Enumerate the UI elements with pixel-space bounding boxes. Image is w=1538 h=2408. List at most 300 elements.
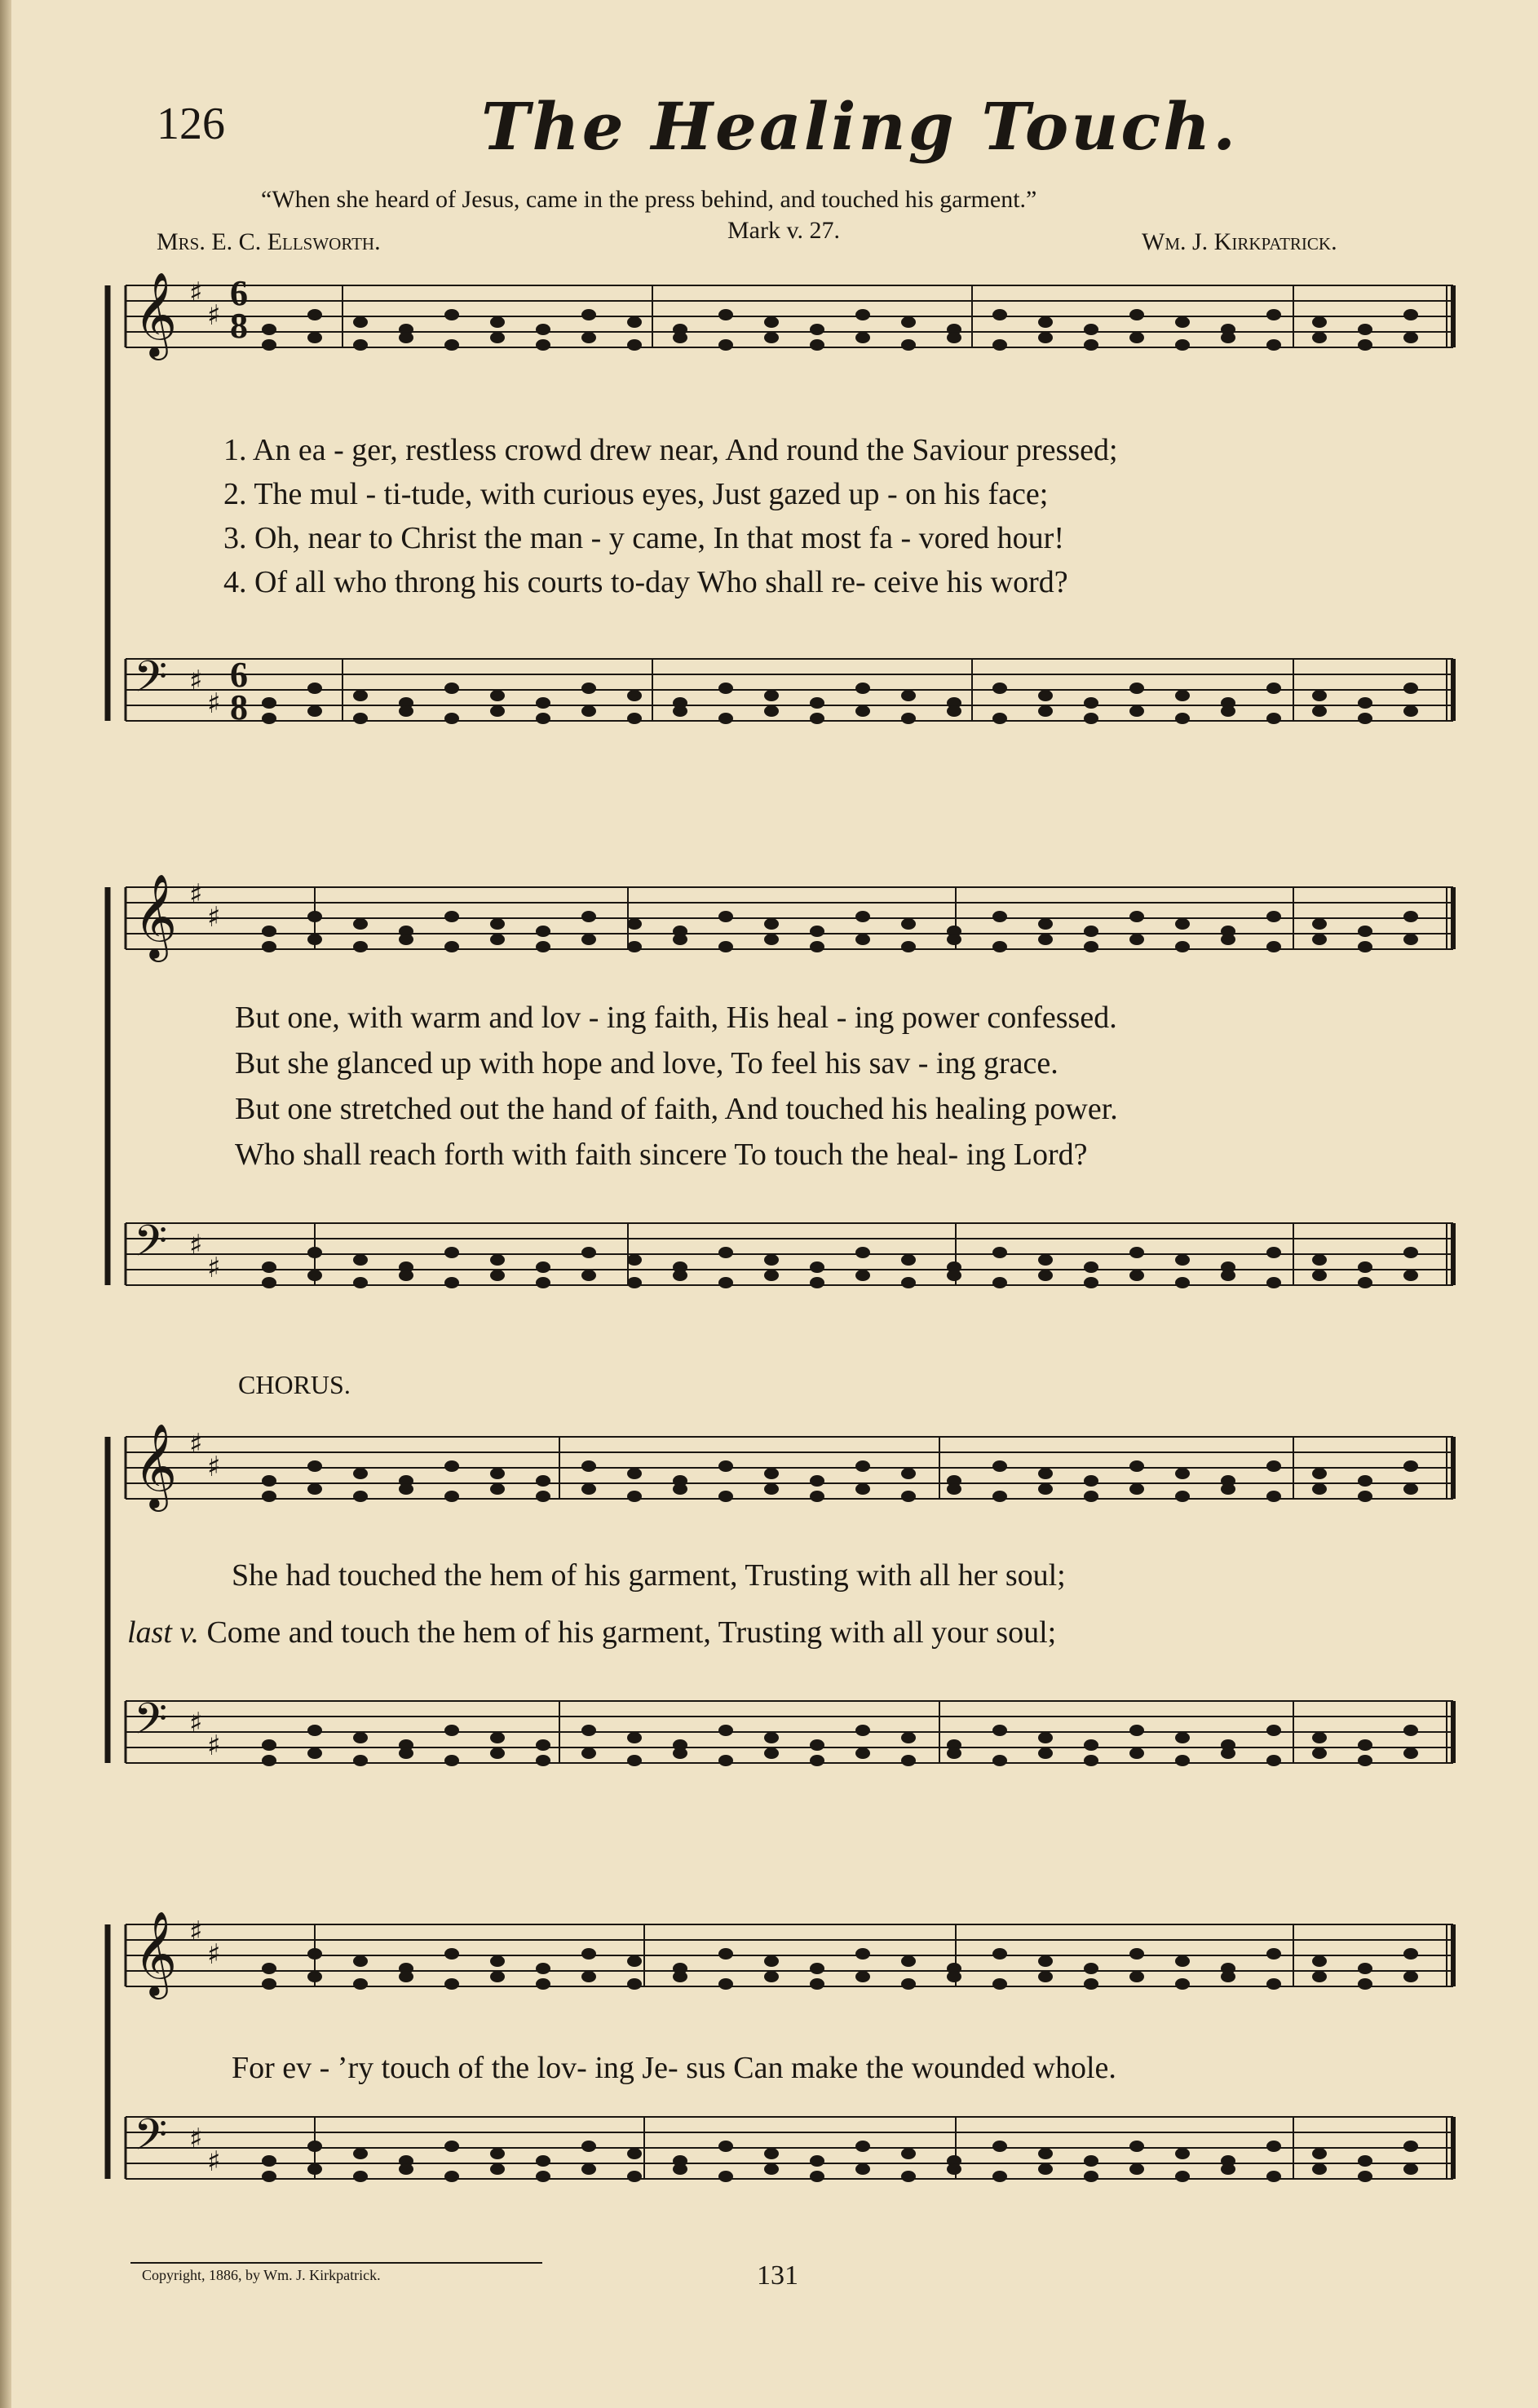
notehead [444, 339, 459, 351]
notehead [262, 1755, 276, 1766]
notehead [1266, 2141, 1281, 2152]
notehead [673, 1483, 687, 1495]
notehead [262, 339, 276, 351]
notehead [1403, 911, 1418, 922]
notehead [901, 1491, 916, 1502]
sharp-icon: ♯ [189, 1428, 203, 1460]
notehead [627, 1955, 642, 1967]
notehead [1038, 1971, 1053, 1982]
notehead [581, 934, 596, 945]
notehead [673, 705, 687, 717]
notehead [307, 2163, 322, 2175]
sharp-icon: ♯ [189, 878, 203, 911]
notehead [718, 713, 733, 724]
notehead [490, 1971, 505, 1982]
notehead [1084, 1978, 1098, 1990]
notehead [536, 1978, 550, 1990]
notehead [581, 1483, 596, 1495]
notehead [536, 1755, 550, 1766]
notehead [1221, 1747, 1235, 1759]
notehead [1266, 2171, 1281, 2182]
notehead [1266, 1725, 1281, 1736]
notehead [262, 2155, 276, 2167]
notehead [490, 1955, 505, 1967]
page-number: 126 [157, 99, 225, 149]
verse-4-line-2: Who shall reach forth with faith sincere To touch the heal- ing Lord? [235, 1138, 1088, 1172]
treble-clef-icon: 𝄞 [134, 272, 178, 357]
chorus-label: CHORUS. [238, 1370, 351, 1399]
notehead [307, 1747, 322, 1759]
notehead [1175, 1277, 1190, 1288]
notehead [1312, 2163, 1327, 2175]
notehead [490, 1747, 505, 1759]
notehead [855, 2141, 870, 2152]
notehead [353, 1277, 368, 1288]
notehead [307, 1460, 322, 1472]
notehead [855, 1725, 870, 1736]
notehead [901, 2148, 916, 2159]
notehead [444, 1460, 459, 1472]
time-signature-bottom: 8 [230, 306, 248, 346]
notehead [718, 2171, 733, 2182]
treble-clef-icon: 𝄞 [134, 1911, 178, 1996]
notehead [307, 705, 322, 717]
notehead [947, 1971, 961, 1982]
notehead [1175, 316, 1190, 328]
treble-clef-icon: 𝄞 [134, 873, 178, 959]
notehead [1403, 1725, 1418, 1736]
notehead [1358, 1963, 1372, 1974]
notehead [1038, 1270, 1053, 1281]
notehead [262, 941, 276, 952]
notehead [1084, 941, 1098, 952]
notehead [627, 1277, 642, 1288]
notehead [764, 1747, 779, 1759]
notehead [581, 1971, 596, 1982]
notehead [1266, 1247, 1281, 1258]
notehead [947, 2163, 961, 2175]
notehead [536, 1739, 550, 1751]
notehead [764, 1468, 779, 1479]
chorus-line-3: For ev - ’ry touch of the lov- ing Je- sus Can make the wounded whole. [232, 2051, 1116, 2085]
notehead [901, 941, 916, 952]
notehead [810, 1739, 824, 1751]
notehead [810, 2155, 824, 2167]
sharp-icon: ♯ [207, 1730, 221, 1762]
sharp-icon: ♯ [207, 299, 221, 332]
notehead [353, 690, 368, 701]
notehead [307, 1247, 322, 1258]
author-credit: Mrs. E. C. Ellsworth. [157, 228, 381, 255]
sharp-icon: ♯ [207, 1252, 221, 1284]
notehead [1403, 1460, 1418, 1472]
footer-page-number: 131 [757, 2260, 798, 2291]
notehead [1175, 1732, 1190, 1743]
notehead [1403, 683, 1418, 694]
notehead [810, 1261, 824, 1273]
notehead [1175, 918, 1190, 930]
notehead [581, 2163, 596, 2175]
copyright-notice: Copyright, 1886, by Wm. J. Kirkpatrick. [142, 2267, 381, 2283]
notehead [1175, 1755, 1190, 1766]
notehead [1175, 941, 1190, 952]
notehead [992, 1755, 1007, 1766]
notehead [1312, 705, 1327, 717]
verse-2-line-2: But she glanced up with hope and love, To feel his sav - ing grace. [235, 1046, 1058, 1080]
notehead [307, 2141, 322, 2152]
notehead [855, 1971, 870, 1982]
notehead [1038, 1747, 1053, 1759]
notehead [1266, 1491, 1281, 1502]
notehead [1358, 1978, 1372, 1990]
notehead [262, 926, 276, 937]
notehead [1175, 1978, 1190, 1990]
notehead [581, 2141, 596, 2152]
verse-1-line-2: But one, with warm and lov - ing faith, His heal - ing power confessed. [235, 1001, 1117, 1035]
notehead [718, 1755, 733, 1766]
notehead [673, 2163, 687, 2175]
notehead [1084, 1491, 1098, 1502]
notehead [764, 918, 779, 930]
notehead [764, 332, 779, 343]
notehead [764, 705, 779, 717]
notehead [490, 918, 505, 930]
notehead [947, 934, 961, 945]
notehead [992, 1491, 1007, 1502]
notehead [1129, 705, 1144, 717]
notehead [1403, 1247, 1418, 1258]
notehead [1312, 1270, 1327, 1281]
notehead [1266, 911, 1281, 922]
notehead [901, 1254, 916, 1266]
notehead [992, 941, 1007, 952]
notehead [901, 1732, 916, 1743]
notehead [1266, 339, 1281, 351]
notehead [673, 1747, 687, 1759]
notehead [1312, 1468, 1327, 1479]
notehead [810, 2171, 824, 2182]
notehead [901, 1277, 916, 1288]
sharp-icon: ♯ [189, 2123, 203, 2155]
notehead [444, 1948, 459, 1960]
notehead [1175, 1254, 1190, 1266]
notehead [444, 1978, 459, 1990]
notehead [1221, 1270, 1235, 1281]
notehead [581, 683, 596, 694]
notehead [810, 1475, 824, 1487]
scripture-quote: “When she heard of Jesus, came in the press behind, and touched his garment.” [261, 186, 1037, 213]
notehead [1403, 2163, 1418, 2175]
notehead [536, 1475, 550, 1487]
hymn-title: The Healing Touch. [481, 88, 1239, 165]
notehead [536, 1261, 550, 1273]
notehead [1038, 1483, 1053, 1495]
notehead [992, 1725, 1007, 1736]
notehead [810, 941, 824, 952]
notehead [947, 1270, 961, 1281]
notehead [536, 339, 550, 351]
notehead [627, 2148, 642, 2159]
sharp-icon: ♯ [189, 1229, 203, 1261]
notehead [536, 941, 550, 952]
notehead [581, 911, 596, 922]
notehead [1221, 934, 1235, 945]
notehead [673, 332, 687, 343]
notehead [1129, 683, 1144, 694]
notehead [1038, 1468, 1053, 1479]
notehead [536, 1277, 550, 1288]
notehead [718, 339, 733, 351]
notehead [1175, 1955, 1190, 1967]
notehead [627, 713, 642, 724]
chorus-line-2 [127, 1615, 1056, 1650]
notehead [673, 1971, 687, 1982]
notehead [1038, 2148, 1053, 2159]
notehead [901, 1955, 916, 1967]
notehead [490, 316, 505, 328]
notehead [1038, 332, 1053, 343]
notehead [1403, 1270, 1418, 1281]
notehead [581, 1747, 596, 1759]
notehead [627, 941, 642, 952]
notehead [1175, 690, 1190, 701]
notehead [992, 2171, 1007, 2182]
notehead [490, 1270, 505, 1281]
notehead [947, 1483, 961, 1495]
notehead [444, 941, 459, 952]
notehead [1403, 1948, 1418, 1960]
notehead [1312, 690, 1327, 701]
notehead [1358, 339, 1372, 351]
notehead [1358, 697, 1372, 709]
notehead [1129, 1247, 1144, 1258]
notehead [992, 1948, 1007, 1960]
notehead [1266, 1277, 1281, 1288]
notehead [992, 309, 1007, 320]
notehead [490, 1468, 505, 1479]
notehead [673, 1270, 687, 1281]
footer-rule [130, 2262, 542, 2264]
notehead [627, 2171, 642, 2182]
notehead [581, 1725, 596, 1736]
notehead [1129, 1948, 1144, 1960]
verse-2-line-1: 2. The mul - ti-tude, with curious eyes, Just gazed up - on his face; [223, 477, 1049, 511]
notehead [1266, 1460, 1281, 1472]
notehead [901, 1468, 916, 1479]
notehead [764, 934, 779, 945]
notehead [992, 713, 1007, 724]
sharp-icon: ♯ [207, 1451, 221, 1483]
notehead [1129, 1483, 1144, 1495]
notehead [1129, 332, 1144, 343]
notehead [810, 1277, 824, 1288]
notehead [1403, 1971, 1418, 1982]
notehead [901, 1978, 916, 1990]
notehead [947, 705, 961, 717]
notehead [855, 1483, 870, 1495]
notehead [627, 918, 642, 930]
notehead [536, 324, 550, 335]
notehead [1038, 2163, 1053, 2175]
notehead [1038, 934, 1053, 945]
notehead [1221, 2163, 1235, 2175]
notehead [444, 2141, 459, 2152]
notehead [947, 332, 961, 343]
notehead [262, 713, 276, 724]
notehead [399, 1270, 413, 1281]
notehead [855, 705, 870, 717]
notehead [901, 339, 916, 351]
notehead [444, 1725, 459, 1736]
notehead [1221, 1971, 1235, 1982]
notehead [1129, 2141, 1144, 2152]
notehead [353, 1254, 368, 1266]
notehead [262, 1277, 276, 1288]
notehead [901, 713, 916, 724]
notehead [764, 2163, 779, 2175]
notehead [1129, 309, 1144, 320]
notehead [444, 1491, 459, 1502]
notehead [1358, 1475, 1372, 1487]
notehead [581, 705, 596, 717]
notehead [764, 1270, 779, 1281]
notehead [581, 1460, 596, 1472]
verse-3-line-1: 3. Oh, near to Christ the man - y came, In that most fa - vored hour! [223, 521, 1064, 555]
notehead [1403, 332, 1418, 343]
notehead [444, 1755, 459, 1766]
notehead [1358, 324, 1372, 335]
notehead [1312, 934, 1327, 945]
notehead [992, 339, 1007, 351]
notehead [262, 1475, 276, 1487]
notehead [399, 1971, 413, 1982]
notehead [353, 339, 368, 351]
notehead [855, 911, 870, 922]
notehead [810, 713, 824, 724]
notehead [1312, 1483, 1327, 1495]
notehead [307, 1971, 322, 1982]
notehead [307, 934, 322, 945]
notehead [901, 690, 916, 701]
notehead [307, 911, 322, 922]
notehead [855, 309, 870, 320]
notehead [399, 332, 413, 343]
notehead [307, 332, 322, 343]
treble-clef-icon: 𝄞 [134, 1423, 178, 1509]
notehead [855, 1270, 870, 1281]
notehead [1358, 1739, 1372, 1751]
notehead [810, 697, 824, 709]
notehead [262, 1963, 276, 1974]
notehead [1038, 1955, 1053, 1967]
notehead [718, 941, 733, 952]
notehead [1129, 911, 1144, 922]
time-signature-top: 6 [230, 273, 248, 313]
notehead [718, 1460, 733, 1472]
bass-clef-icon: 𝄢 [134, 1217, 168, 1277]
chorus-line-1: She had touched the hem of his garment, Trusting with all her soul; [232, 1558, 1066, 1593]
notehead [581, 1948, 596, 1960]
notehead [1312, 1955, 1327, 1967]
notehead [1129, 1270, 1144, 1281]
notehead [718, 309, 733, 320]
notehead [1084, 2171, 1098, 2182]
notehead [262, 2171, 276, 2182]
notehead [1084, 1963, 1098, 1974]
notehead [1312, 2148, 1327, 2159]
notehead [1358, 2155, 1372, 2167]
notehead [536, 2155, 550, 2167]
notehead [353, 713, 368, 724]
notehead [718, 1247, 733, 1258]
notehead [353, 2148, 368, 2159]
notehead [1358, 1491, 1372, 1502]
notehead [1266, 309, 1281, 320]
notehead [1175, 339, 1190, 351]
notehead [1266, 713, 1281, 724]
notehead [901, 1755, 916, 1766]
notehead [1175, 2171, 1190, 2182]
notehead [1084, 1261, 1098, 1273]
sharp-icon: ♯ [189, 276, 203, 309]
bass-clef-icon: 𝄢 [134, 652, 168, 713]
notehead [855, 332, 870, 343]
notehead [1084, 1755, 1098, 1766]
notehead [901, 918, 916, 930]
notehead [764, 1254, 779, 1266]
notehead [353, 1491, 368, 1502]
notehead [718, 2141, 733, 2152]
notehead [1312, 332, 1327, 343]
notehead [444, 2171, 459, 2182]
verse-3-line-2: But one stretched out the hand of faith, And touched his healing power. [235, 1092, 1118, 1126]
sharp-icon: ♯ [207, 1938, 221, 1971]
notehead [673, 934, 687, 945]
notehead [1084, 2155, 1098, 2167]
notehead [353, 1978, 368, 1990]
notehead [764, 1483, 779, 1495]
notehead [353, 1468, 368, 1479]
notehead [1084, 324, 1098, 335]
notehead [855, 2163, 870, 2175]
notehead [1358, 926, 1372, 937]
last-verse-marker: last v. [127, 1615, 199, 1650]
notehead [444, 1247, 459, 1258]
notehead [581, 1270, 596, 1281]
notehead [718, 683, 733, 694]
notehead [1266, 1755, 1281, 1766]
notehead [627, 1755, 642, 1766]
notehead [1038, 1732, 1053, 1743]
notehead [1266, 1978, 1281, 1990]
notehead [1221, 1483, 1235, 1495]
notehead [581, 1247, 596, 1258]
notehead [1175, 2148, 1190, 2159]
notehead [718, 911, 733, 922]
notehead [307, 309, 322, 320]
notehead [992, 2141, 1007, 2152]
sharp-icon: ♯ [207, 2145, 221, 2178]
notehead [1084, 1277, 1098, 1288]
notehead [262, 697, 276, 709]
notehead [1038, 690, 1053, 701]
notehead [536, 1963, 550, 1974]
notehead [536, 2171, 550, 2182]
notehead [490, 2148, 505, 2159]
notehead [262, 1978, 276, 1990]
notehead [307, 1483, 322, 1495]
notehead [1175, 1468, 1190, 1479]
